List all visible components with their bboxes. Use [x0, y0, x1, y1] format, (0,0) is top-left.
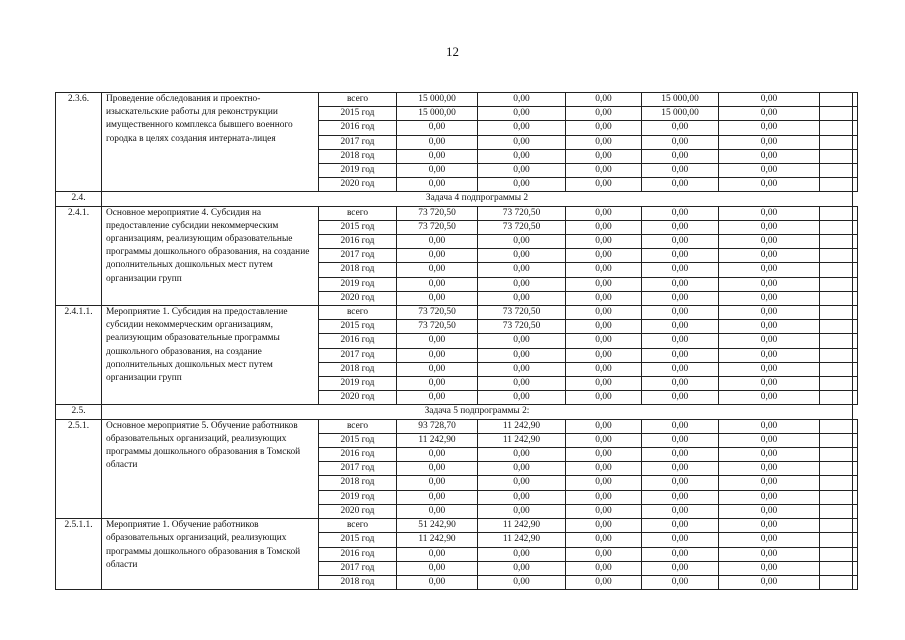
value-cell: 0,00 [397, 334, 478, 348]
value-cell: 0,00 [642, 277, 719, 291]
value-cell: 0,00 [719, 377, 820, 391]
empty-cell [853, 547, 858, 561]
value-cell: 15 000,00 [397, 107, 478, 121]
value-cell: 0,00 [642, 135, 719, 149]
value-cell: 51 242,90 [397, 519, 478, 533]
value-cell: 0,00 [397, 377, 478, 391]
value-cell: 15 000,00 [642, 107, 719, 121]
period-cell: 2020 год [319, 178, 397, 192]
empty-cell [853, 490, 858, 504]
value-cell: 0,00 [719, 533, 820, 547]
period-cell: всего [319, 306, 397, 320]
value-cell: 0,00 [478, 107, 566, 121]
value-cell: 0,00 [642, 547, 719, 561]
value-cell: 0,00 [566, 291, 642, 305]
table-row [56, 519, 858, 533]
empty-cell [853, 448, 858, 462]
value-cell [820, 121, 853, 135]
value-cell: 0,00 [719, 561, 820, 575]
value-cell [820, 306, 853, 320]
table-row [56, 206, 858, 220]
value-cell [820, 462, 853, 476]
value-cell: 0,00 [642, 448, 719, 462]
empty-cell [853, 235, 858, 249]
value-cell: 0,00 [478, 121, 566, 135]
period-cell: 2020 год [319, 504, 397, 518]
period-cell: 2015 год [319, 220, 397, 234]
value-cell: 0,00 [642, 391, 719, 405]
value-cell: 0,00 [642, 348, 719, 362]
empty-cell [853, 320, 858, 334]
empty-cell [853, 291, 858, 305]
value-cell: 0,00 [566, 263, 642, 277]
value-cell: 0,00 [719, 121, 820, 135]
period-cell: 2018 год [319, 575, 397, 589]
empty-cell [853, 107, 858, 121]
value-cell: 0,00 [719, 149, 820, 163]
period-cell: 2016 год [319, 235, 397, 249]
value-cell: 11 242,90 [478, 533, 566, 547]
value-cell: 0,00 [478, 490, 566, 504]
empty-cell [853, 164, 858, 178]
value-cell: 73 720,50 [397, 206, 478, 220]
budget-table [55, 92, 858, 590]
value-cell: 0,00 [642, 178, 719, 192]
task-code: 2.4. [56, 192, 102, 206]
value-cell: 15 000,00 [397, 93, 478, 107]
value-cell: 0,00 [719, 334, 820, 348]
value-cell: 0,00 [566, 391, 642, 405]
value-cell: 0,00 [566, 504, 642, 518]
value-cell: 0,00 [478, 462, 566, 476]
value-cell: 0,00 [642, 291, 719, 305]
value-cell: 0,00 [642, 504, 719, 518]
period-cell: 2015 год [319, 533, 397, 547]
item-name: Мероприятие 1. Обучение работников образовательных организаций, реализующих программы дошкольного образования в Томской области [102, 519, 319, 590]
period-cell: 2019 год [319, 490, 397, 504]
task-row [56, 405, 858, 419]
value-cell [820, 277, 853, 291]
period-cell: 2017 год [319, 348, 397, 362]
value-cell: 0,00 [397, 164, 478, 178]
value-cell: 0,00 [719, 107, 820, 121]
value-cell: 0,00 [566, 348, 642, 362]
value-cell: 0,00 [478, 249, 566, 263]
empty-cell [853, 178, 858, 192]
empty-cell [853, 433, 858, 447]
value-cell: 11 242,90 [397, 433, 478, 447]
value-cell: 0,00 [478, 178, 566, 192]
value-cell [820, 547, 853, 561]
period-cell: 2020 год [319, 291, 397, 305]
value-cell: 0,00 [719, 220, 820, 234]
value-cell: 0,00 [566, 561, 642, 575]
value-cell: 0,00 [566, 334, 642, 348]
item-name: Основное мероприятие 4. Субсидия на предоставление субсидии некоммерческим организациям, реализующим образовательные программы дошкольного образования, на создание дополнительных дошкольных мест путем организации групп [102, 206, 319, 305]
value-cell [820, 533, 853, 547]
task-title: Задача 5 подпрограммы 2: [102, 405, 853, 419]
value-cell: 0,00 [397, 362, 478, 376]
value-cell: 0,00 [397, 490, 478, 504]
value-cell: 0,00 [719, 277, 820, 291]
period-cell: всего [319, 519, 397, 533]
value-cell: 73 720,50 [478, 220, 566, 234]
empty-cell [853, 419, 858, 433]
value-cell: 0,00 [566, 220, 642, 234]
value-cell: 0,00 [566, 320, 642, 334]
period-cell: 2016 год [319, 547, 397, 561]
task-code: 2.5. [56, 405, 102, 419]
value-cell: 0,00 [642, 263, 719, 277]
value-cell [820, 575, 853, 589]
table-row [56, 419, 858, 433]
period-cell: 2016 год [319, 334, 397, 348]
value-cell: 0,00 [566, 277, 642, 291]
empty-cell [853, 135, 858, 149]
value-cell: 0,00 [719, 291, 820, 305]
task-title: Задача 4 подпрограммы 2 [102, 192, 853, 206]
value-cell: 0,00 [566, 149, 642, 163]
value-cell: 0,00 [719, 490, 820, 504]
value-cell: 0,00 [478, 291, 566, 305]
value-cell [820, 249, 853, 263]
period-cell: 2015 год [319, 433, 397, 447]
value-cell: 0,00 [566, 235, 642, 249]
period-cell: всего [319, 93, 397, 107]
value-cell: 0,00 [478, 348, 566, 362]
value-cell: 93 728,70 [397, 419, 478, 433]
value-cell: 0,00 [719, 263, 820, 277]
value-cell: 73 720,50 [397, 306, 478, 320]
value-cell: 0,00 [719, 164, 820, 178]
value-cell: 0,00 [566, 93, 642, 107]
page-number: 12 [446, 44, 459, 59]
value-cell: 0,00 [642, 377, 719, 391]
value-cell: 0,00 [719, 448, 820, 462]
value-cell: 0,00 [642, 249, 719, 263]
value-cell: 0,00 [719, 348, 820, 362]
value-cell: 0,00 [719, 476, 820, 490]
value-cell: 0,00 [642, 476, 719, 490]
value-cell [820, 93, 853, 107]
value-cell: 0,00 [478, 547, 566, 561]
value-cell: 0,00 [397, 547, 478, 561]
value-cell: 0,00 [566, 490, 642, 504]
value-cell: 0,00 [719, 306, 820, 320]
value-cell: 0,00 [566, 462, 642, 476]
value-cell: 0,00 [642, 490, 719, 504]
value-cell: 0,00 [642, 519, 719, 533]
value-cell: 0,00 [566, 448, 642, 462]
value-cell: 0,00 [642, 419, 719, 433]
value-cell: 0,00 [642, 206, 719, 220]
value-cell: 0,00 [719, 249, 820, 263]
value-cell: 0,00 [566, 433, 642, 447]
value-cell: 0,00 [397, 263, 478, 277]
value-cell [820, 561, 853, 575]
empty-cell [853, 391, 858, 405]
period-cell: 2018 год [319, 362, 397, 376]
period-cell: 2017 год [319, 462, 397, 476]
value-cell: 0,00 [478, 277, 566, 291]
value-cell: 0,00 [719, 178, 820, 192]
empty-cell [853, 462, 858, 476]
value-cell [820, 362, 853, 376]
value-cell [820, 490, 853, 504]
empty-cell [853, 249, 858, 263]
item-code: 2.4.1. [56, 206, 102, 305]
value-cell: 0,00 [478, 377, 566, 391]
empty-cell [853, 561, 858, 575]
value-cell: 0,00 [566, 519, 642, 533]
value-cell: 0,00 [566, 306, 642, 320]
value-cell: 0,00 [397, 348, 478, 362]
period-cell: всего [319, 419, 397, 433]
value-cell: 0,00 [478, 448, 566, 462]
value-cell: 0,00 [478, 235, 566, 249]
value-cell: 73 720,50 [397, 320, 478, 334]
item-name: Основное мероприятие 5. Обучение работников образовательных организаций, реализующих программы дошкольного образования в Томской области [102, 419, 319, 518]
value-cell [820, 135, 853, 149]
value-cell: 0,00 [478, 391, 566, 405]
value-cell: 0,00 [397, 575, 478, 589]
period-cell: 2018 год [319, 263, 397, 277]
value-cell: 0,00 [478, 263, 566, 277]
value-cell: 0,00 [397, 462, 478, 476]
value-cell: 0,00 [397, 249, 478, 263]
value-cell: 0,00 [478, 164, 566, 178]
period-cell: 2017 год [319, 135, 397, 149]
value-cell [820, 334, 853, 348]
empty-cell [853, 263, 858, 277]
empty-cell [853, 121, 858, 135]
value-cell: 0,00 [478, 504, 566, 518]
value-cell [820, 348, 853, 362]
item-name: Проведение обследования и проектно-изыскательские работы для реконструкции имущественного комплекса бывшего военного городка в целях создания интерната-лицея [102, 93, 319, 192]
value-cell: 0,00 [642, 433, 719, 447]
period-cell: 2017 год [319, 249, 397, 263]
value-cell: 0,00 [719, 462, 820, 476]
empty-cell [853, 306, 858, 320]
value-cell: 0,00 [566, 121, 642, 135]
empty-cell [853, 533, 858, 547]
empty-cell [853, 377, 858, 391]
value-cell: 0,00 [397, 235, 478, 249]
value-cell: 0,00 [566, 164, 642, 178]
value-cell: 0,00 [719, 547, 820, 561]
value-cell: 0,00 [566, 249, 642, 263]
value-cell [820, 206, 853, 220]
value-cell: 0,00 [397, 121, 478, 135]
value-cell: 0,00 [642, 533, 719, 547]
value-cell: 0,00 [478, 561, 566, 575]
empty-cell [853, 476, 858, 490]
value-cell: 0,00 [566, 419, 642, 433]
value-cell: 11 242,90 [478, 419, 566, 433]
period-cell: 2016 год [319, 121, 397, 135]
value-cell [820, 263, 853, 277]
item-code: 2.3.6. [56, 93, 102, 192]
value-cell: 73 720,50 [478, 320, 566, 334]
empty-cell [853, 504, 858, 518]
value-cell: 0,00 [397, 476, 478, 490]
value-cell: 0,00 [642, 220, 719, 234]
table-row [56, 306, 858, 320]
empty-cell [853, 519, 858, 533]
value-cell: 0,00 [642, 575, 719, 589]
value-cell: 0,00 [719, 419, 820, 433]
period-cell: 2015 год [319, 320, 397, 334]
value-cell: 0,00 [642, 362, 719, 376]
value-cell: 0,00 [566, 377, 642, 391]
value-cell [820, 519, 853, 533]
period-cell: 2015 год [319, 107, 397, 121]
value-cell: 0,00 [719, 93, 820, 107]
period-cell: 2019 год [319, 377, 397, 391]
value-cell [820, 107, 853, 121]
value-cell: 0,00 [719, 519, 820, 533]
value-cell: 0,00 [642, 235, 719, 249]
value-cell [820, 476, 853, 490]
value-cell: 11 242,90 [478, 519, 566, 533]
empty-cell [853, 277, 858, 291]
value-cell: 73 720,50 [478, 306, 566, 320]
value-cell: 73 720,50 [478, 206, 566, 220]
empty-cell [853, 334, 858, 348]
item-code: 2.5.1. [56, 419, 102, 518]
value-cell: 0,00 [566, 476, 642, 490]
value-cell: 0,00 [478, 476, 566, 490]
period-cell: 2018 год [319, 476, 397, 490]
period-cell: 2019 год [319, 164, 397, 178]
value-cell: 0,00 [478, 575, 566, 589]
value-cell: 0,00 [642, 320, 719, 334]
value-cell: 0,00 [397, 135, 478, 149]
value-cell [820, 377, 853, 391]
value-cell: 15 000,00 [642, 93, 719, 107]
value-cell: 0,00 [642, 561, 719, 575]
value-cell [820, 320, 853, 334]
value-cell: 0,00 [566, 135, 642, 149]
value-cell: 0,00 [642, 462, 719, 476]
value-cell: 0,00 [566, 362, 642, 376]
value-cell [820, 504, 853, 518]
value-cell [820, 178, 853, 192]
empty-cell [853, 220, 858, 234]
empty-cell [853, 206, 858, 220]
value-cell [820, 291, 853, 305]
value-cell: 0,00 [397, 178, 478, 192]
value-cell: 0,00 [397, 448, 478, 462]
period-cell: 2016 год [319, 448, 397, 462]
value-cell: 0,00 [397, 291, 478, 305]
value-cell: 0,00 [566, 533, 642, 547]
value-cell [820, 164, 853, 178]
value-cell: 73 720,50 [397, 220, 478, 234]
value-cell [820, 235, 853, 249]
value-cell: 0,00 [478, 362, 566, 376]
value-cell [820, 433, 853, 447]
value-cell: 0,00 [642, 334, 719, 348]
value-cell: 11 242,90 [478, 433, 566, 447]
period-cell: 2020 год [319, 391, 397, 405]
table-row [56, 93, 858, 107]
value-cell: 0,00 [719, 433, 820, 447]
empty-cell [853, 93, 858, 107]
period-cell: 2017 год [319, 561, 397, 575]
value-cell: 0,00 [566, 178, 642, 192]
item-name: Мероприятие 1. Субсидия на предоставление субсидии некоммерческим организациям, реализующим образовательные программы дошкольного образования, на создание дополнительных дошкольных мест путем организации групп [102, 306, 319, 405]
item-code: 2.5.1.1. [56, 519, 102, 590]
empty-cell [853, 575, 858, 589]
value-cell: 0,00 [719, 206, 820, 220]
value-cell: 0,00 [719, 235, 820, 249]
value-cell [820, 448, 853, 462]
task-row [56, 192, 858, 206]
value-cell: 0,00 [719, 320, 820, 334]
value-cell: 0,00 [397, 561, 478, 575]
value-cell: 0,00 [642, 306, 719, 320]
value-cell: 0,00 [566, 575, 642, 589]
value-cell: 0,00 [397, 149, 478, 163]
period-cell: 2019 год [319, 277, 397, 291]
value-cell [820, 220, 853, 234]
empty-cell [853, 362, 858, 376]
value-cell: 0,00 [719, 504, 820, 518]
value-cell [820, 391, 853, 405]
value-cell: 0,00 [566, 107, 642, 121]
value-cell: 0,00 [397, 277, 478, 291]
value-cell: 0,00 [642, 149, 719, 163]
value-cell: 0,00 [719, 575, 820, 589]
value-cell: 0,00 [719, 135, 820, 149]
empty-cell [853, 149, 858, 163]
value-cell: 0,00 [719, 391, 820, 405]
empty-cell [853, 348, 858, 362]
value-cell: 0,00 [566, 547, 642, 561]
value-cell: 0,00 [719, 362, 820, 376]
value-cell: 0,00 [642, 164, 719, 178]
period-cell: 2018 год [319, 149, 397, 163]
item-code: 2.4.1.1. [56, 306, 102, 405]
value-cell: 0,00 [478, 149, 566, 163]
value-cell: 0,00 [478, 93, 566, 107]
value-cell: 0,00 [478, 135, 566, 149]
value-cell: 0,00 [566, 206, 642, 220]
period-cell: всего [319, 206, 397, 220]
value-cell [820, 419, 853, 433]
value-cell: 0,00 [397, 504, 478, 518]
value-cell: 0,00 [478, 334, 566, 348]
value-cell: 11 242,90 [397, 533, 478, 547]
value-cell: 0,00 [397, 391, 478, 405]
value-cell: 0,00 [642, 121, 719, 135]
value-cell [820, 149, 853, 163]
